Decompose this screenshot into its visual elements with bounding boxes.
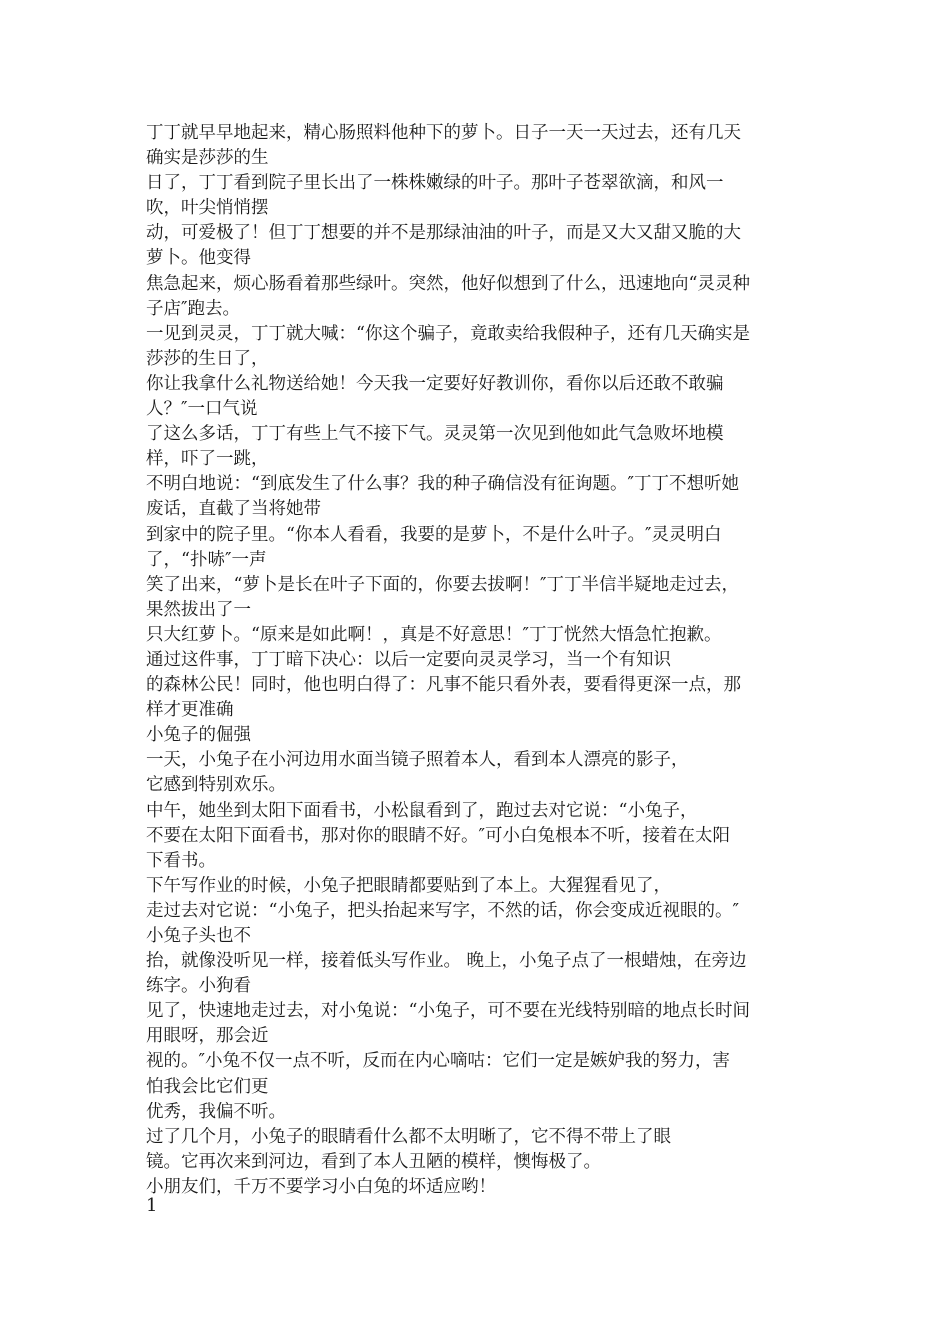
text-line: 日了，丁丁看到院子里长出了一株株嫩绿的叶子。那叶子苍翠欲滴，和风一: [146, 173, 724, 194]
text-line: 小朋友们，千万不要学习小白兔的坏适应哟！: [146, 1176, 496, 1197]
text-line: 莎莎的生日了，: [146, 348, 269, 369]
text-line: 确实是莎莎的生: [146, 148, 269, 169]
text-line: 练字。小狗看: [146, 976, 251, 997]
text-line: 人？″一口气说: [146, 399, 258, 420]
text-line: 过了几个月，小兔子的眼睛看什么都不太明晰了，它不得不带上了眼: [146, 1126, 671, 1147]
text-line: 废话，直截了当将她带: [146, 499, 321, 520]
text-line: 果然拔出了一: [146, 599, 251, 620]
body-text: [146, 121, 812, 1200]
text-line: 样才更准确: [146, 700, 234, 721]
text-line: 的森林公民！同时，他也明白得了：凡事不能只看外表，要看得更深一点，那: [146, 675, 741, 696]
text-line: 镜。它再次来到河边，看到了本人丑陋的模样，懊悔极了。: [146, 1151, 601, 1172]
text-line: 中午，她坐到太阳下面看书，小松鼠看到了，跑过去对它说：“小兔子，: [146, 800, 698, 821]
text-line: 萝卜。他变得: [146, 248, 251, 269]
text-line: 了这么多话，丁丁有些上气不接下气。灵灵第一次见到他如此气急败坏地模: [146, 424, 724, 445]
page-number: 1: [146, 1195, 158, 1216]
text-line: 动，可爱极了！但丁丁想要的并不是那绿油油的叶子，而是又大又甜又脆的大: [146, 223, 741, 244]
text-line: 一天，小兔子在小河边用水面当镜子照着本人，看到本人漂亮的影子，: [146, 750, 689, 771]
text-line: 小兔子的倔强: [146, 725, 251, 746]
text-line: 下看书。: [146, 850, 216, 871]
text-line: 你让我拿什么礼物送给她！今天我一定要好好教训你，看你以后还敢不敢骗: [146, 373, 724, 394]
text-line: 不明白地说：“到底发生了什么事？我的种子确信没有征询题。″丁丁不想听她: [146, 474, 739, 495]
text-line: 笑了出来，“萝卜是长在叶子下面的，你要去拔啊！″丁丁半信半疑地走过去，: [146, 574, 739, 595]
text-line: 丁丁就早早地起来，精心肠照料他种下的萝卜。日子一天一天过去，还有几天: [146, 123, 741, 143]
text-line: 焦急起来，烦心肠看着那些绿叶。突然，他好似想到了什么，迅速地向“灵灵种: [146, 273, 750, 294]
text-line: 走过去对它说：“小兔子，把头抬起来写字，不然的话，你会变成近视眼的。″: [146, 900, 739, 921]
text-line: 样，吓了一跳，: [146, 449, 269, 470]
text-line: 通过这件事，丁丁暗下决心：以后一定要向灵灵学习，当一个有知识: [146, 649, 671, 670]
text-line: 它感到特别欢乐。: [146, 775, 286, 796]
text-line: 一见到灵灵，丁丁就大喊：“你这个骗子，竟敢卖给我假种子，还有几天确实是: [146, 323, 750, 344]
text-line: 不要在太阳下面看书，那对你的眼睛不好。″可小白兔根本不听，接着在太阳: [146, 825, 731, 846]
text-line: 子店″跑去。: [146, 298, 241, 319]
text-line: 小兔子头也不: [146, 926, 251, 946]
text-line: 下午写作业的时候，小兔子把眼睛都要贴到了本上。大猩猩看见了，: [146, 875, 671, 896]
text-line: 吹，叶尖悄悄摆: [146, 198, 269, 219]
text-line: 用眼呀，那会近: [146, 1026, 269, 1047]
text-line: 了，“扑哧″一声: [146, 549, 267, 570]
text-line: 优秀，我偏不听。: [146, 1101, 286, 1122]
text-line: 视的。″小兔不仅一点不听，反而在内心嘀咕：它们一定是嫉妒我的努力，害: [146, 1051, 731, 1072]
text-line: 见了，快速地走过去，对小兔说：“小兔子，可不要在光线特别暗的地点长时间: [146, 1001, 750, 1022]
text-line: 只大红萝卜。“原来是如此啊！，真是不好意思！″丁丁恍然大悟急忙抱歉。: [146, 624, 722, 645]
text-line: 抬，就像没听见一样，接着低头写作业。 晚上，小兔子点了一根蜡烛，在旁边: [146, 951, 747, 972]
text-line: 到家中的院子里。“你本人看看，我要的是萝卜，不是什么叶子。″灵灵明白: [146, 524, 722, 545]
text-line: 怕我会比它们更: [146, 1076, 269, 1097]
